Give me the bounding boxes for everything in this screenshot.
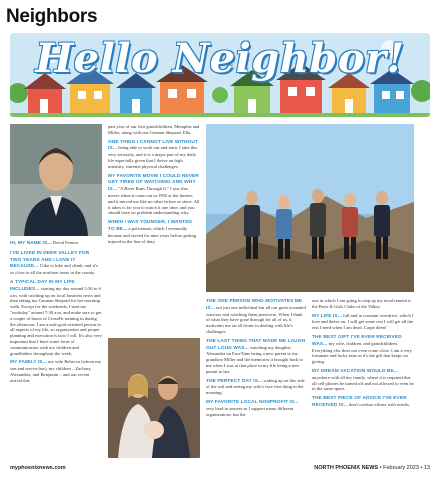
answer-text: full and in constant overdrive, which I love and thrive on. I will get some rest I will get all the rest I need when I am dead. Carpe diem! [312,312,414,331]
answer-text: not just one individual but all our great wounded warriors and watching them persevere. When I think of what they have gone through for all of us, it motivates me on all fronts in dealing with life's challenges. [206,304,306,334]
question-heading: MY DREAM VACATION WOULD BE... [312,368,399,374]
answer-text: a policeman, which I eventually became and served for nine years before getting injured in the line of duty. [108,225,197,244]
answer-text: I like to hike and climb, and it's so close to all the northern areas in the county. [10,263,98,276]
question-heading: MY FAVORITE LOCAL NONPROFIT IS... [206,399,299,405]
answer-text: being able to work out and train. I take this very seriously, and it is a major part of my daily life especially given that I thrive on high intensity, extreme physical challenges. [108,145,198,169]
column-2 [108,124,200,247]
hiking-group-photo [206,124,414,292]
question-heading: HI, MY NAME IS... [10,241,52,246]
answer-text: watching my daughter Alexandra on FaceTime being a new parent to my grandson Miller and the memories it brought back to me when I was at that place in my life being a new parent to her. [206,344,303,374]
footer-website[interactable]: myphoenixnews.com [10,465,66,471]
section-title: Neighbors [6,6,98,27]
question-heading: I'VE LIVED IN DEER VALLEY FOR TWO YEARS AND I LOVE IT BECAUSE... [10,250,90,270]
hello-neighbor-banner [10,33,430,117]
question-heading: THE BEST GIFT I'VE EVER RECEIVED WAS... [312,334,402,347]
column-4 [312,298,414,412]
question-heading: WHEN I WAS YOUNGER, I WANTED TO BE... [108,220,192,232]
question-heading: MY FAVORITE MOVIE I COULD NEVER GET TIRED OF WATCHING AND WHY IS... [108,173,199,193]
answer-text: my wife, children, and grandchildren. Everything else does not even come close. I am a very fortunate and lucky man as it's the gift that keeps on giving. [312,340,412,365]
question-heading: MY LIFE IS... [312,313,342,319]
answer-text: "A River Runs Through It." I saw this movie when it came out in 1992 at the theater, and it moved me like no other before or since. All it takes is for you to watch it one time, and you should have no problem understanding why. [108,186,200,216]
column-1 [10,240,102,387]
portrait-photo [10,124,102,236]
family-photo [108,338,200,458]
question-heading: MY FAMILY IS... [10,360,47,366]
banner-title: Hello Neighbor! [35,35,405,82]
answer-text: David Fenton [52,240,78,245]
question-heading: ONE THING I CANNOT LIVE WITHOUT IS... [108,139,198,152]
column-3 [206,298,306,420]
answer-text: anywhere with all my family, where it is required that all cell phones be turned off and not allowed to even be in the same space. [312,374,414,392]
question-heading: THE LAST THING THAT MADE ME LAUGH OUT LOUD WAS... [206,338,306,351]
answer-text: one in which I am going to step up my involvement is the Boys & Girls Clubs of the Valley. [312,298,412,309]
publication-name: NORTH PHOENIX NEWS [314,465,379,471]
answer-text: my wife Rebecca (whom my son and son-in-law), my children – Zachary, Alexandria, and Benjamin – and our recent arrival this [10,359,102,383]
answer-text: very hard to answer as I support many different organizations, but the [206,405,294,417]
answer-text: starting my day around 5:30 to 6 a.m. with catching up on local business news and then taking my German Shepard for her morning walk. Except for the weekends, I start my "workday" around 7:30 a.m. and make sure to get a couple of hours of CrossFit training in during the afternoon. I am a task-goal-oriented person in all aspects of my life, so organization and proper planning and execution is how I roll. It's also very important that I have some form of communication with my children and grandbabies throughout the week. [10,285,102,356]
question-heading: THE PERFECT DAY IS... [206,378,263,384]
question-heading: THE ONE PERSON WHO MOTIVATES ME IS... [206,299,303,311]
question-heading: THE BEST PIECE OF ADVICE I'VE EVER RECEIVED IS... [312,396,407,408]
question-heading: A TYPICAL DAY IN MY LIFE INCLUDES... [10,279,75,292]
issue-info: • February 2023 • 13 [379,465,430,471]
answer-text: past year of our first grandchildren, Memphis and Miller, along with our German Shepard, Ella. [108,124,200,135]
answer-text: waking up on this side of the soil and seeing my wife's face first thing in the morning. [206,377,305,396]
footer-publication [314,465,430,471]
answer-text: don't confuse efforts with results. [348,401,411,407]
